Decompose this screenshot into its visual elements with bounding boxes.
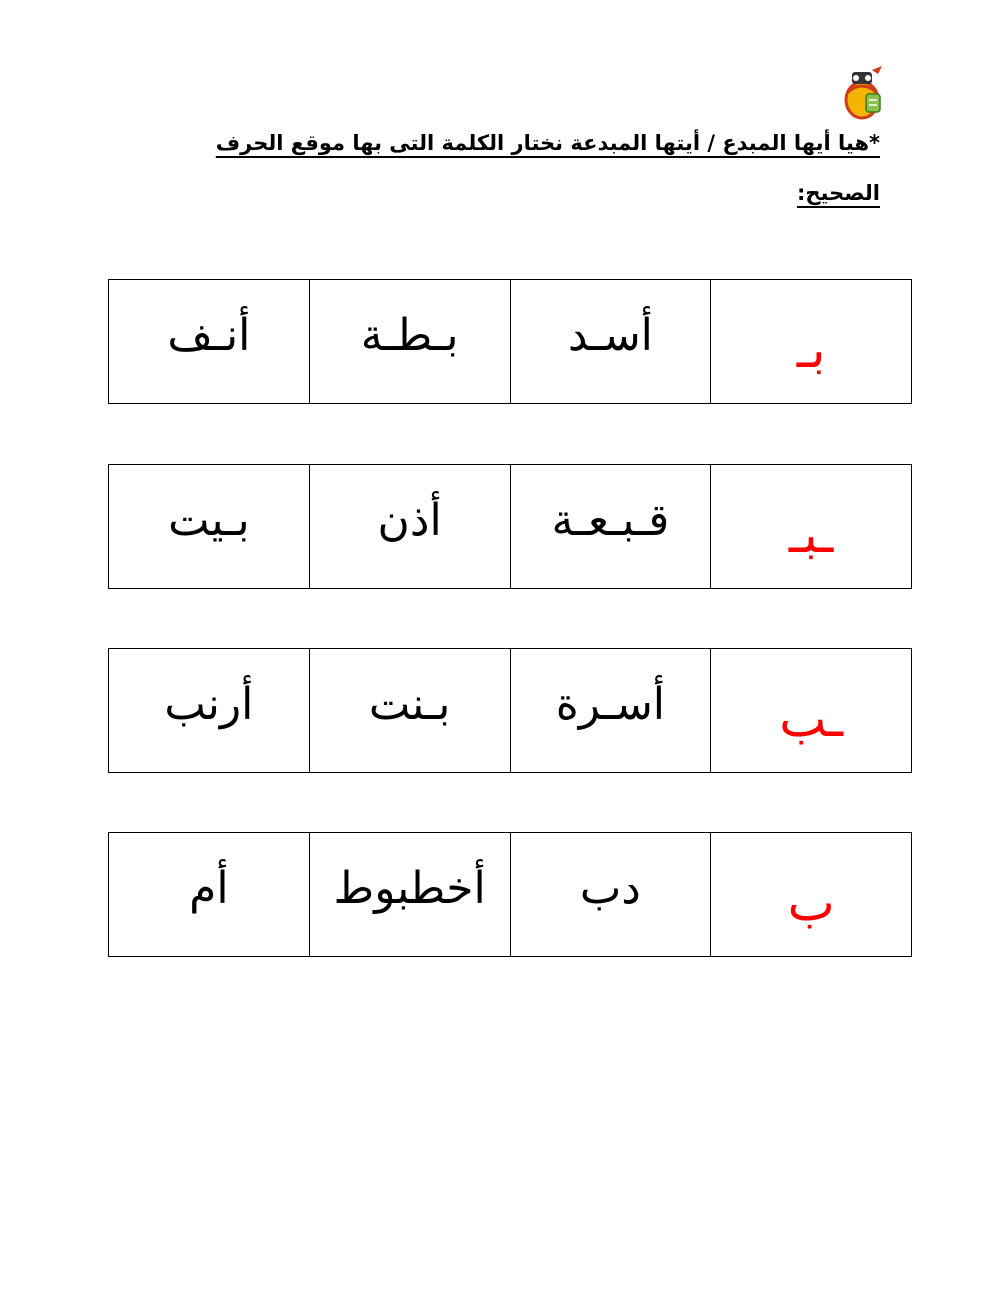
word-cell[interactable]: أنـف: [109, 280, 310, 404]
word-table-4: [108, 832, 912, 957]
letter-position-cell: ـبـ: [711, 465, 912, 589]
word-cell[interactable]: أذن: [309, 465, 510, 589]
instruction-text: [170, 118, 880, 218]
table-row: [109, 833, 912, 957]
word-cell[interactable]: أم: [109, 833, 310, 957]
table-row: [109, 465, 912, 589]
table-row: [109, 649, 912, 773]
letter-position-cell: ـب: [711, 649, 912, 773]
word-cell[interactable]: بـيت: [109, 465, 310, 589]
word-cell[interactable]: أرنب: [109, 649, 310, 773]
instruction-line-1: *هيا أيها المبدع / أيتها المبدعة نختار الكلمة التى بها موقع الحرف: [215, 131, 880, 155]
word-cell[interactable]: قـبـعـة: [510, 465, 711, 589]
word-cell[interactable]: بـطـة: [309, 280, 510, 404]
word-table-2: [108, 464, 912, 589]
instruction-line-2: الصحيح:: [796, 181, 880, 205]
letter-position-cell: ب: [711, 833, 912, 957]
word-table-3: [108, 648, 912, 773]
letter-position-cell: بـ: [711, 280, 912, 404]
table-row: [109, 280, 912, 404]
word-cell[interactable]: أسـرة: [510, 649, 711, 773]
word-cell[interactable]: بـنت: [309, 649, 510, 773]
word-table-1: [108, 279, 912, 404]
word-cell[interactable]: أخطبوط: [309, 833, 510, 957]
word-cell[interactable]: دب: [510, 833, 711, 957]
word-cell[interactable]: أسـد: [510, 280, 711, 404]
logo-icon: [838, 64, 888, 122]
